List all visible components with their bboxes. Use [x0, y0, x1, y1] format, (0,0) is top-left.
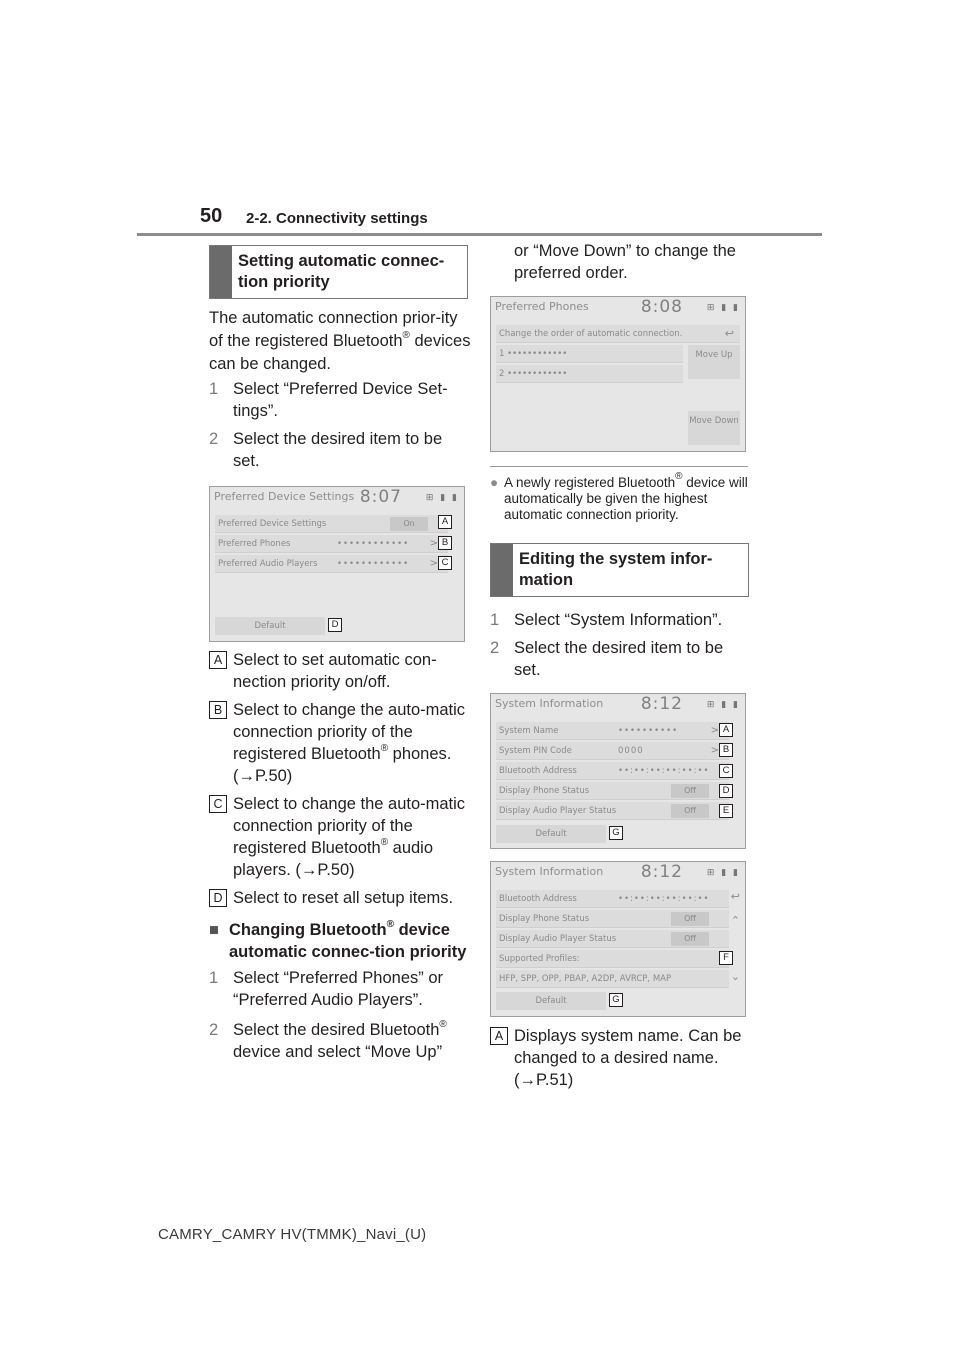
item-a — [209, 649, 471, 693]
step-text: Select the desired item to be set. — [514, 639, 724, 679]
item-d — [209, 887, 471, 909]
row-label: HFP, SPP, OPP, PBAP, A2DP, AVRCP, MAP — [499, 974, 672, 984]
row-label: Display Phone Status — [499, 786, 590, 796]
callout-c: C — [438, 556, 452, 570]
status-icons: ⊞ ▮ ▮ — [706, 868, 740, 878]
row-bluetooth-address — [496, 890, 729, 908]
screen-preferred-phones — [490, 296, 746, 452]
status-icons: ⊞ ▮ ▮ — [425, 493, 459, 503]
row-label: System Name — [499, 726, 559, 736]
row-value: •••••••••••• — [337, 539, 410, 549]
chevron-right-icon: > — [429, 558, 438, 569]
step-text: Select “System Information”. — [514, 611, 723, 629]
heading-text: Setting automatic connec-tion priority — [238, 252, 445, 291]
list-item[interactable]: 2 •••••••••••• — [496, 365, 683, 383]
item-b — [209, 699, 471, 787]
callout-f: F — [719, 951, 733, 965]
callout-a: A — [719, 723, 733, 737]
intro-text-1: The automatic connection prior-ity of the registered Bluetooth — [209, 309, 458, 350]
default-button[interactable]: Default — [496, 825, 606, 843]
continuation-text: or “Move Down” to change the preferred order. — [514, 242, 736, 282]
row-bluetooth-address — [496, 762, 729, 780]
chevron-right-icon: > — [710, 725, 719, 736]
row-label: Preferred Audio Players — [218, 559, 318, 569]
screen-title: System Information — [495, 697, 604, 710]
registered-mark: ® — [380, 837, 389, 848]
screen-clock: 8:12 — [640, 862, 683, 882]
step-text: Select the desired Bluetooth — [233, 1021, 440, 1039]
row-preferred-phones[interactable] — [215, 535, 448, 553]
status-icons: ⊞ ▮ ▮ — [706, 700, 740, 710]
screen-system-information-1 — [490, 693, 746, 849]
scroll-down-icon[interactable]: ⌄ — [730, 970, 740, 983]
toggle-on[interactable]: On — [390, 517, 428, 531]
step-text: Select “Preferred Phones” or “Preferred Audio Players”. — [233, 969, 444, 1009]
row-system-pin-code[interactable] — [496, 742, 729, 760]
subheading-changing-priority — [209, 919, 471, 963]
callout-d: D — [328, 618, 342, 632]
screen-preferred-device-settings — [209, 486, 465, 642]
move-down-button[interactable]: Move Down — [688, 411, 740, 445]
item-text: Displays system name. Can be changed to a desired name. (→P.51) — [514, 1027, 742, 1089]
step-text: Select “Preferred Device Set-tings”. — [233, 380, 448, 420]
row-label: Bluetooth Address — [499, 766, 577, 776]
note-rule — [490, 466, 748, 467]
step-text: device and select “Move Up” — [233, 1043, 443, 1061]
default-button[interactable]: Default — [496, 992, 606, 1010]
row-label: System PIN Code — [499, 746, 572, 756]
callout-a: A — [438, 515, 452, 529]
screen-title: Preferred Phones — [495, 300, 589, 313]
step-1 — [490, 609, 752, 631]
registered-mark: ® — [386, 919, 395, 930]
step-2 — [490, 637, 752, 681]
step-number: 2 — [490, 639, 500, 657]
scroll-up-icon[interactable]: ⌃ — [730, 914, 740, 927]
step-number: 1 — [209, 969, 219, 987]
row-display-phone-status[interactable] — [496, 782, 729, 800]
row-system-name[interactable] — [496, 722, 729, 740]
status-icons: ⊞ ▮ ▮ — [706, 303, 740, 313]
step-number: 1 — [490, 611, 500, 629]
row-label: Display Audio Player Status — [499, 934, 617, 944]
callout-d: D — [719, 784, 733, 798]
row-label: Display Phone Status — [499, 914, 590, 924]
item-text: Select to reset all setup items. — [233, 889, 454, 907]
square-bullet-icon: ■ — [209, 921, 219, 939]
heading-text: Editing the system infor-mation — [519, 550, 713, 589]
heading-editing-system-info — [490, 543, 749, 597]
screen-clock: 8:12 — [640, 694, 683, 714]
item-a — [490, 1025, 752, 1091]
row-label: Preferred Phones — [218, 539, 291, 549]
row-label: Display Audio Player Status — [499, 806, 617, 816]
step-2 — [209, 428, 471, 472]
right-column — [490, 240, 752, 1091]
subtitle-row — [496, 325, 740, 343]
callout-c: C — [719, 764, 733, 778]
chevron-right-icon: > — [710, 745, 719, 756]
callout-b: B — [719, 743, 733, 757]
letter-box: A — [490, 1027, 508, 1045]
step-4 — [209, 1019, 471, 1063]
letter-box: C — [209, 795, 227, 813]
letter-box: D — [209, 889, 227, 907]
row-label: Preferred Device Settings — [218, 519, 327, 529]
heading-bar — [491, 544, 513, 596]
item-text: audio players. (→P.50) — [233, 839, 434, 879]
row-label: Bluetooth Address — [499, 894, 577, 904]
row-value: 0000 — [618, 746, 644, 756]
row-profiles-list — [496, 970, 729, 988]
row-value: ••:••:••:••:••:•• — [618, 766, 710, 776]
intro-text-2: devices can be changed. — [209, 332, 471, 373]
note-newly-registered — [490, 471, 752, 523]
page-number: 50 — [200, 205, 223, 227]
screen-title: Preferred Device Settings — [214, 490, 355, 503]
screen-clock: 8:08 — [640, 297, 683, 317]
back-icon[interactable]: ↩ — [730, 890, 740, 903]
heading-bar — [210, 246, 232, 298]
toggle-off[interactable]: Off — [671, 912, 709, 926]
letter-box: A — [209, 651, 227, 669]
screen-system-information-2 — [490, 861, 746, 1017]
step-number: 1 — [209, 380, 219, 398]
row-value: •••••••••••• — [337, 559, 410, 569]
note-text: device will automatically be given the highest automatic connection priority. — [504, 475, 748, 522]
subheading-text: Changing Bluetooth — [229, 921, 387, 939]
row-preferred-audio-players[interactable] — [215, 555, 448, 573]
row-label: Supported Profiles: — [499, 954, 580, 964]
item-text: phones. (→P.50) — [233, 745, 452, 785]
item-text: Select to set automatic con-nection priority on/off. — [233, 651, 437, 691]
row-value: ••:••:••:••:••:•• — [618, 894, 710, 904]
bullet-icon: ● — [490, 475, 499, 490]
header-rule — [137, 233, 822, 236]
registered-mark: ® — [675, 471, 683, 482]
screen-subtitle: Change the order of automatic connection. — [499, 329, 683, 339]
callout-g: G — [609, 993, 623, 1007]
footer-document-id: CAMRY_CAMRY HV(TMMK)_Navi_(U) — [158, 1226, 427, 1243]
step-1 — [209, 378, 471, 422]
row-display-audio-player-status[interactable] — [496, 802, 729, 820]
toggle-off[interactable]: Off — [671, 784, 709, 798]
row-display-audio-player-status[interactable] — [496, 930, 729, 948]
toggle-off[interactable]: Off — [671, 932, 709, 946]
left-column — [209, 245, 471, 1063]
section-title: 2-2. Connectivity settings — [246, 210, 428, 227]
row-preferred-device-settings[interactable] — [215, 515, 448, 533]
screen-title: System Information — [495, 865, 604, 878]
subheading-text: device automatic connec-tion priority — [229, 921, 467, 961]
step-text: Select the desired item to be set. — [233, 430, 443, 470]
callout-b: B — [438, 536, 452, 550]
item-text: Select to change the auto-matic connection priority of the registered Bluetooth — [233, 701, 466, 763]
registered-mark: ® — [439, 1019, 447, 1030]
list-item[interactable]: 1 •••••••••••• — [496, 345, 683, 363]
row-display-phone-status[interactable] — [496, 910, 729, 928]
default-button[interactable]: Default — [215, 617, 325, 635]
screen-clock: 8:07 — [359, 487, 402, 507]
back-icon[interactable]: ↩ — [724, 327, 734, 340]
chevron-right-icon: > — [429, 538, 438, 549]
move-up-button[interactable]: Move Up — [688, 345, 740, 379]
registered-mark: ® — [380, 743, 389, 754]
row-value: •••••••••• — [618, 726, 679, 736]
heading-automatic-priority — [209, 245, 468, 299]
step-number: 2 — [209, 430, 219, 448]
intro-paragraph — [209, 307, 471, 376]
step-number: 2 — [209, 1021, 219, 1039]
item-c — [209, 793, 471, 881]
registered-mark: ® — [402, 330, 410, 341]
step-3 — [209, 967, 471, 1011]
toggle-off[interactable]: Off — [671, 804, 709, 818]
item-text: Select to change the auto-matic connection priority of the registered Bluetooth — [233, 795, 466, 857]
note-text: A newly registered Bluetooth — [504, 475, 676, 490]
callout-e: E — [719, 804, 733, 818]
row-supported-profiles — [496, 950, 729, 968]
callout-g: G — [609, 826, 623, 840]
letter-box: B — [209, 701, 227, 719]
